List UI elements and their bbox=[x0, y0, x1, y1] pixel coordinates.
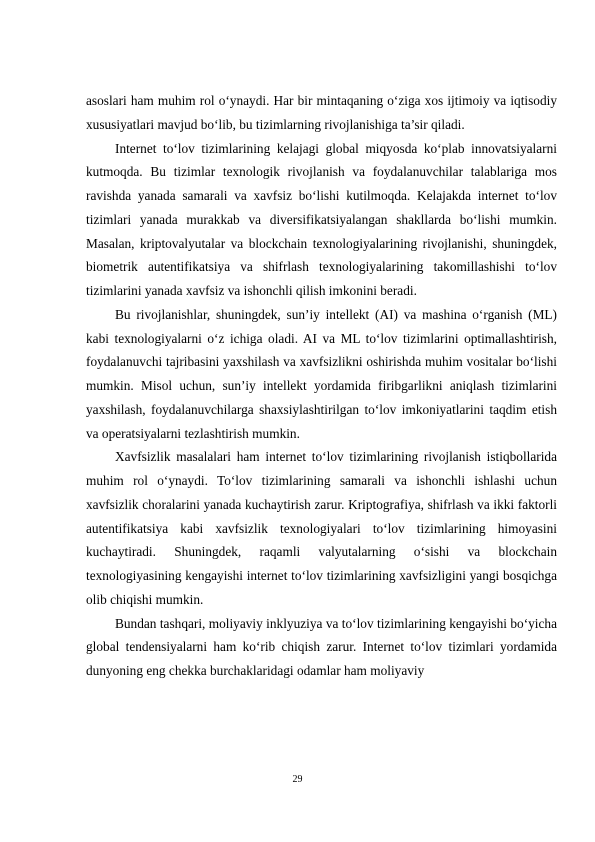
paragraph-ai-and-ml: Bu rivojlanishlar, shuningdek, sun’iy intellekt (AI) va mashina o‘rganish (ML) kabi texnologiyalarni o‘z ichiga oladi. AI va ML to‘lov tizimlarini optimallashtirish, foydalanuvchi tajribasini yaxshilash va xavfsizlikni oshirishda muhim vositalar bo‘lishi mumkin. Misol uchun, sun’iy intellekt yordamida firibgarlikni aniqlash tizimlarini yaxshilash, foydalanuvchilarga shaxsiylashtirilgan to‘lov imkoniyatlarini taqdim etish va operatsiyalarni tezlashtirish mumkin. bbox=[86, 306, 557, 441]
paragraph-security-issues: Xavfsizlik masalalari ham internet to‘lov tizimlarining rivojlanish istiqbollarida muhim rol o‘ynaydi. To‘lov tizimlarining samarali va ishonchli ishlashi uchun xavfsizlik choralarini yanada kuchaytirish zarur. Kriptografiya, shifrlash va ikki faktorli autentifikatsiya kabi xavfsizlik texnologiyalari to‘lov tizimlarining himoyasini kuchaytiradi. Shuningdek, raqamli valyutalarning o‘sishi va blockchain texnologiyasining kengayishi internet to‘lov tizimlarining xavfsizligini yangi bosqichga olib chiqishi mumkin. bbox=[86, 449, 557, 607]
paragraph-financial-inclusion: Bundan tashqari, moliyaviy inklyuziya va to‘lov tizimlarining kengayishi bo‘yicha global tendensiyalarni ham ko‘rib chiqish zarur. Internet to‘lov tizimlari yordamida dunyoning eng chekka burchaklaridagi odamlar ham moliyaviy bbox=[86, 615, 557, 678]
page-body bbox=[86, 89, 557, 683]
paragraph-future-of-payment-systems: Internet to‘lov tizimlarining kelajagi global miqyosda ko‘plab innovatsiyalarni kutmoqda. Bu tizimlar texnologik rivojlanish va foydalanuvchilar talablariga mos ravishda yanada samarali va xavfsiz bo‘lishi kutilmoqda. Kelajakda internet to‘lov tizimlari yanada murakkab va diversifikatsiyalangan shakllarda bo‘lishi mumkin. Masalan, kriptovalyutalar va blockchain texnologiyalarining rivojlanishi, shuningdek, biometrik autentifikatsiya va shifrlash texnologiyalarining takomillashishi to‘lov tizimlarini yanada xavfsiz va ishonchli qilish imkonini beradi. bbox=[86, 140, 557, 298]
page-number: 29 bbox=[292, 774, 303, 785]
paragraph-continuation: asoslari ham muhim rol o‘ynaydi. Har bir mintaqaning o‘ziga xos ijtimoiy va iqtisodiy xususiyatlari mavjud bo‘lib, bu tizimlarning rivojlanishiga ta’sir qiladi. bbox=[86, 93, 557, 132]
